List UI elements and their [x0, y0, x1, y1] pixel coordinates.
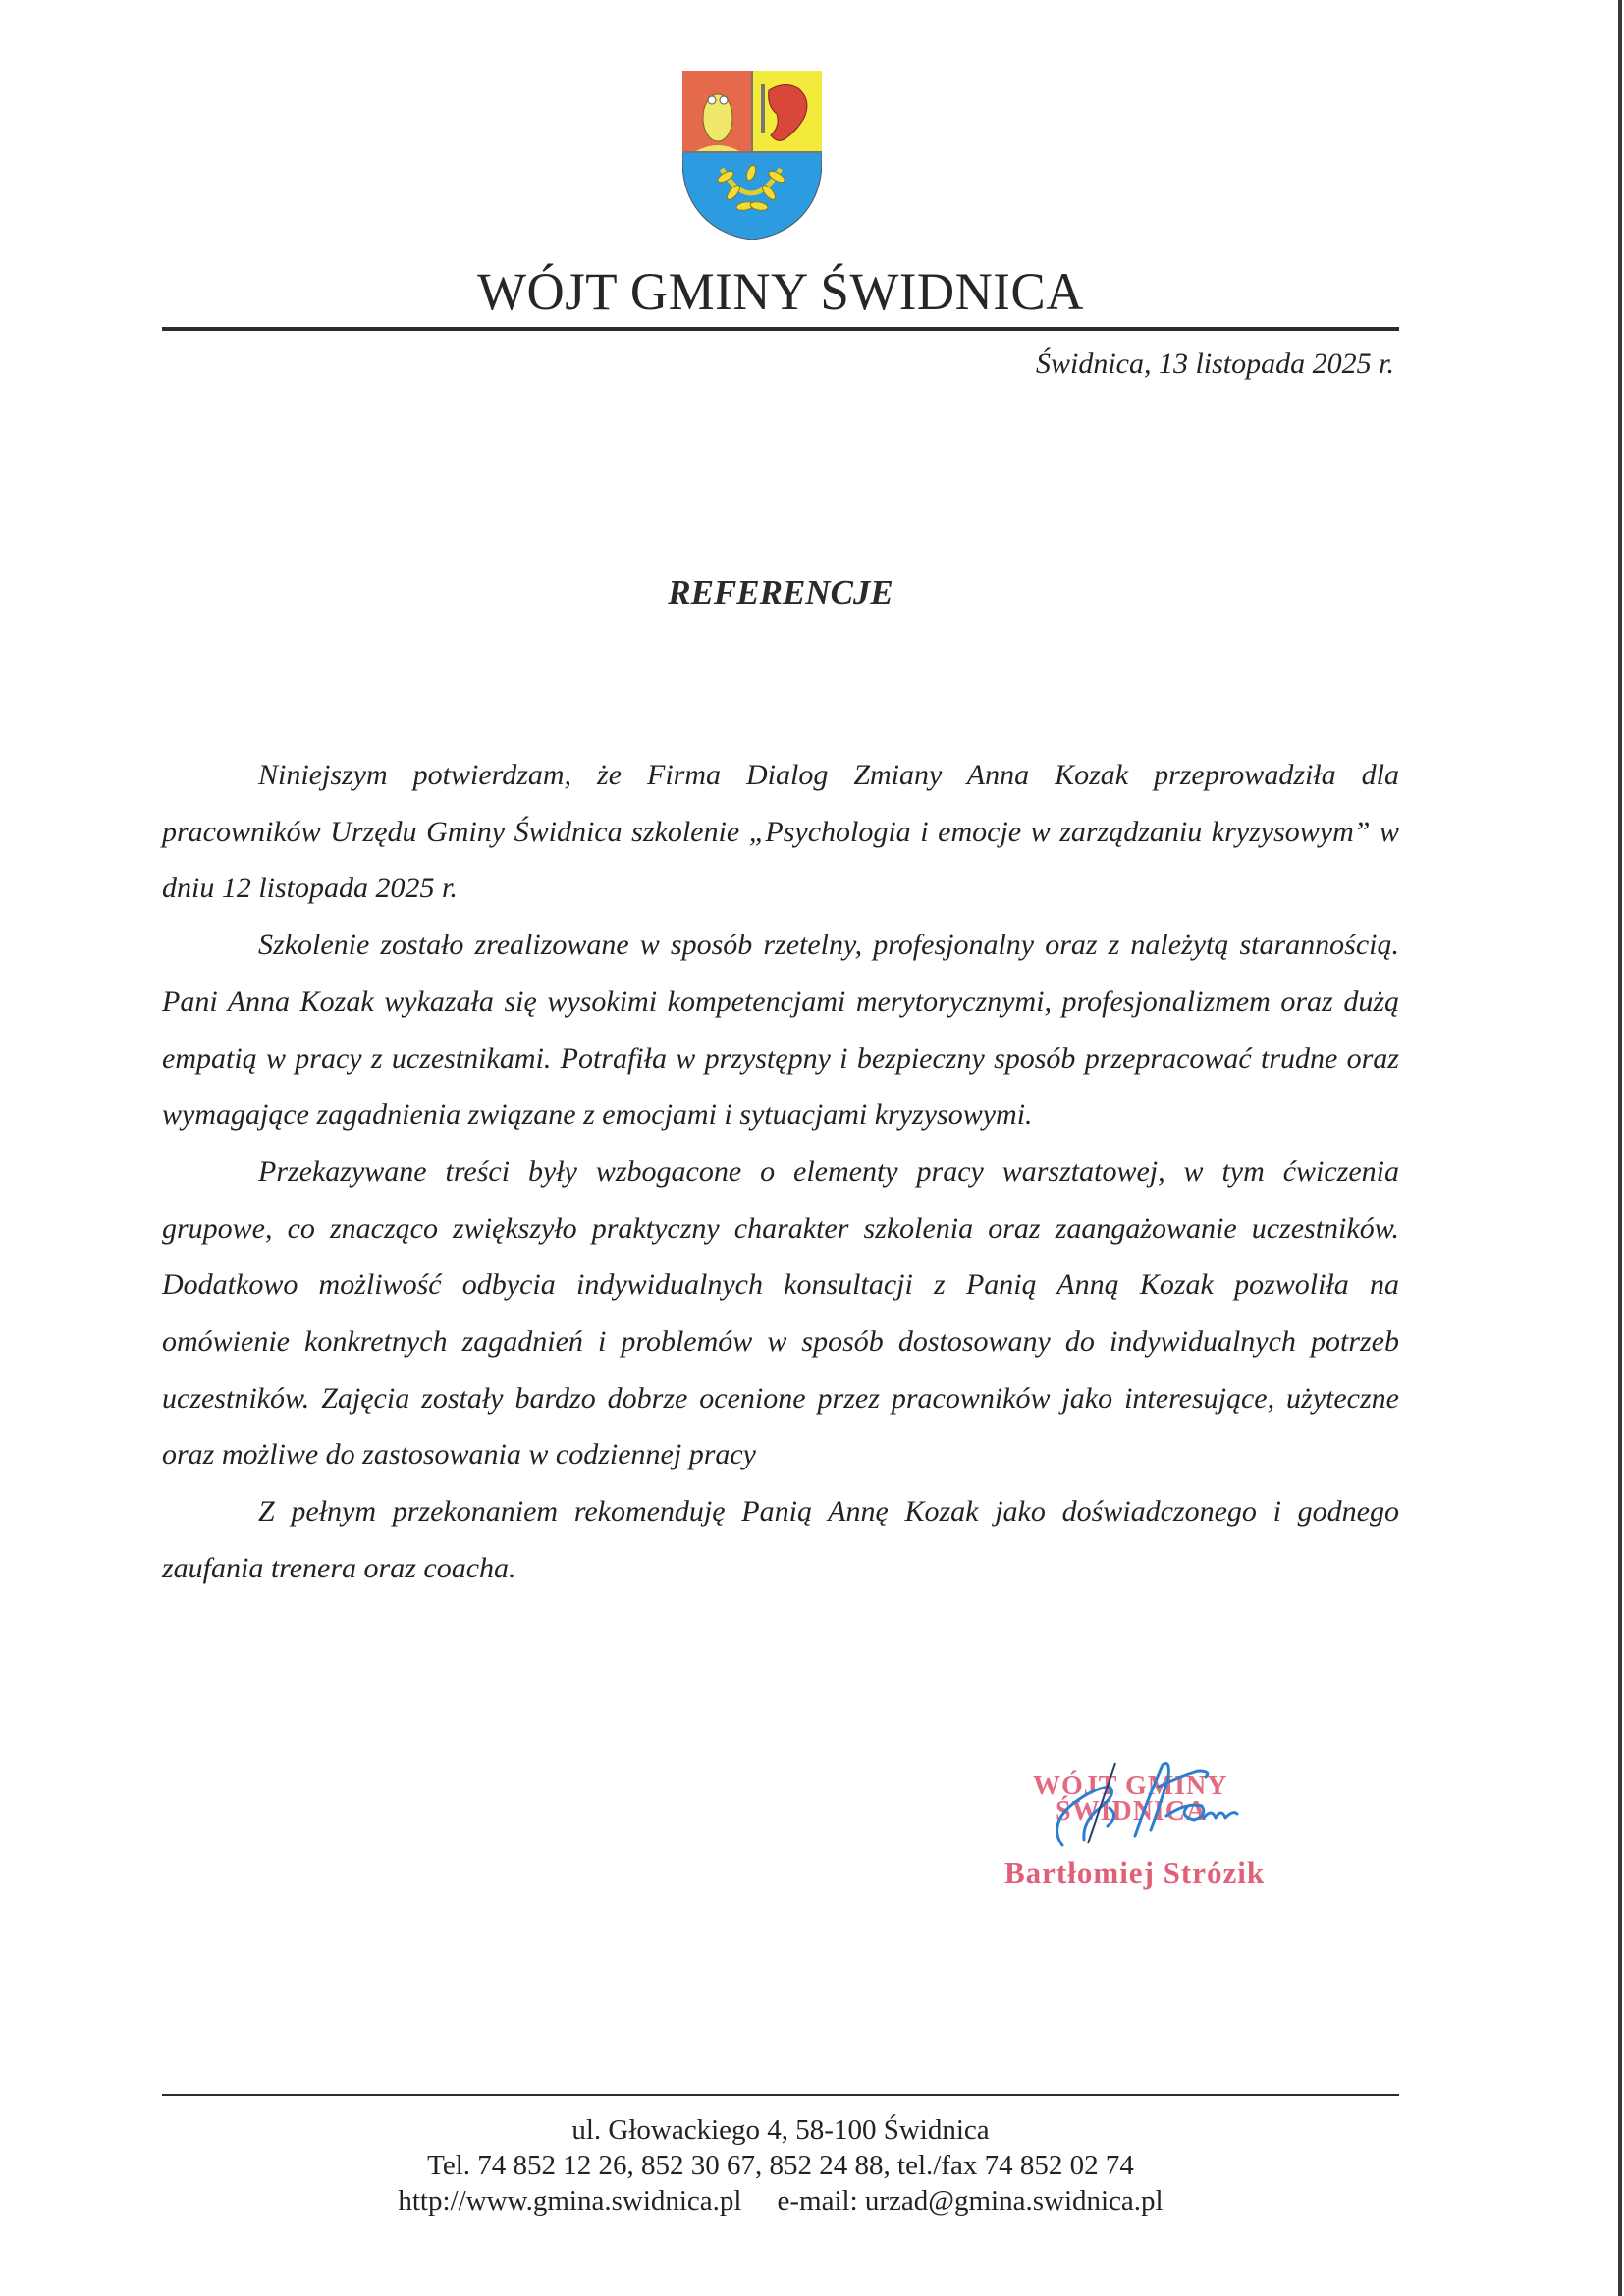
footer-divider — [162, 2094, 1399, 2096]
footer-phones: Tel. 74 852 12 26, 852 30 67, 852 24 88, tel./fax 74 852 02 74 — [427, 2150, 1134, 2181]
handwritten-signature-icon — [1001, 1747, 1296, 1855]
coat-of-arms-icon — [682, 71, 822, 240]
document-heading: REFERENCJE — [668, 573, 893, 612]
header-divider — [162, 327, 1399, 331]
letterhead-footer — [0, 2112, 1561, 2218]
letter-body — [162, 747, 1399, 1597]
issuer-title: WÓJT GMINY ŚWIDNICA — [477, 262, 1084, 321]
signatory-name: Bartłomiej Strózik — [1004, 1855, 1266, 1890]
paragraph-4: Z pełnym przekonaniem rekomenduję Panią Annę Kozak jako doświadczonego i godnego zaufania trenera oraz coacha. — [162, 1495, 1399, 1584]
stamp-office-line: WÓJT GMINY — [1033, 1771, 1228, 1801]
scan-edge-line — [1618, 0, 1622, 2296]
letter-date: Świdnica, 13 listopada 2025 r. — [1035, 347, 1394, 380]
official-stamp — [1001, 1747, 1296, 1904]
paragraph-1: Niniejszym potwierdzam, że Firma Dialog Zmiany Anna Kozak przeprowadziła dla pracowników Urzędu Gminy Świdnica szkolenie „Psychologia i emocje w zarządzaniu kryzysowym” w dniu 12 listopada 2025 r. — [162, 759, 1399, 905]
paragraph-2: Szkolenie zostało zrealizowane w sposób rzetelny, profesjonalny oraz z należytą starannością. Pani Anna Kozak wykazała się wysokimi kompetencjami merytorycznymi, profesjonalizmem oraz dużą empatią w pracy z uczestnikami. Potrafiła w przystępny i bezpieczny sposób przepracować trudne oraz wymagające zagadnienia związane z emocjami i sytuacjami kryzysowymi. — [162, 929, 1399, 1132]
footer-website-link[interactable]: http://www.gmina.swidnica.pl — [398, 2185, 742, 2216]
stamp-place-line: ŚWIDNICA — [1056, 1796, 1208, 1827]
footer-email-link[interactable]: e-mail: urzad@gmina.swidnica.pl — [777, 2185, 1164, 2216]
paragraph-3: Przekazywane treści były wzbogacone o elementy pracy warsztatowej, w tym ćwiczenia grupowe, co znacząco zwiększyło praktyczny charakter szkolenia oraz zaangażowanie uczestników. Dodatkowo możliwość odbycia indywidualnych konsultacji z Panią Anną Kozak pozwoliła na omówienie konkretnych zagadnień i problemów w sposób dostosowany do indywidualnych potrzeb uczestników. Zajęcia zostały bardzo dobrze ocenione przez pracowników jako interesujące, użyteczne oraz możliwe do zastosowania w codziennej pracy — [162, 1154, 1399, 1471]
footer-address: ul. Głowackiego 4, 58-100 Świdnica — [571, 2114, 990, 2146]
footer-contacts — [0, 2183, 1561, 2218]
